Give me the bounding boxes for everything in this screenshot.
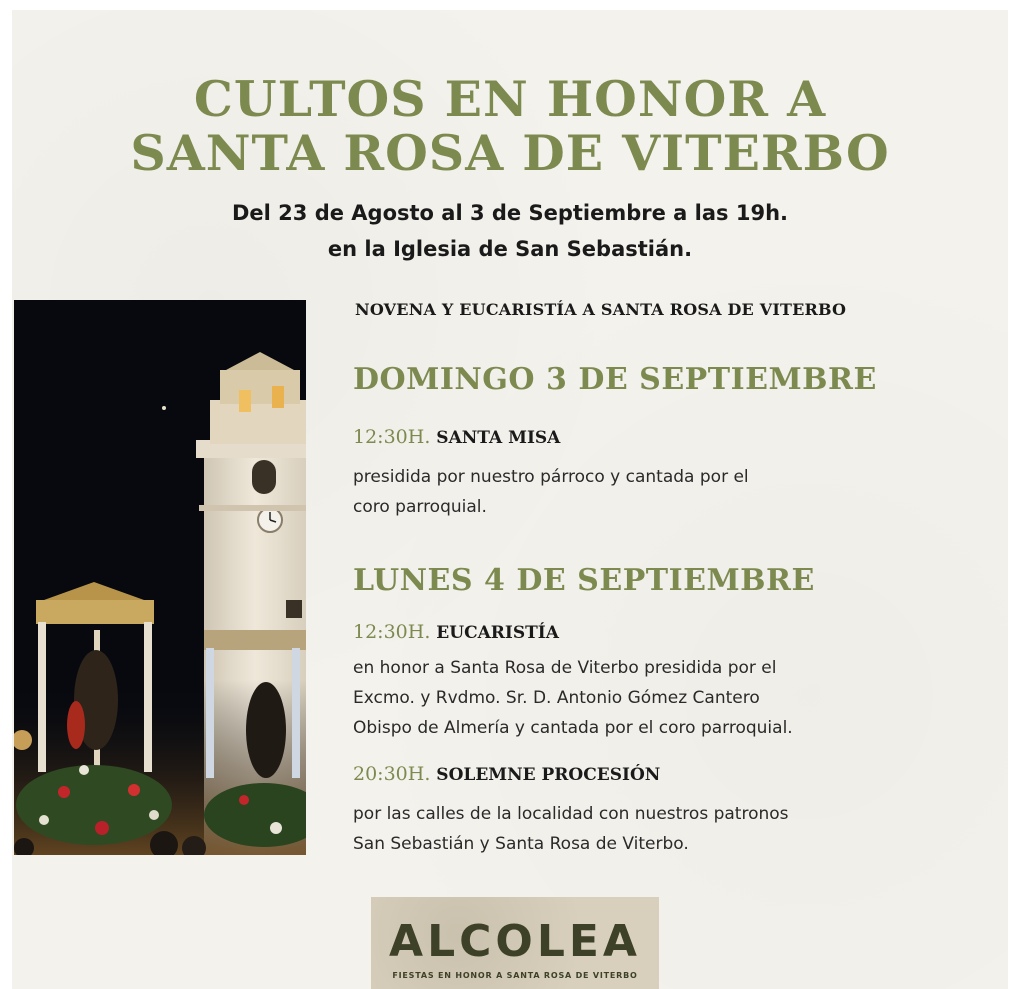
description-line: Obispo de Almería y cantada por el coro parroquial. <box>353 718 793 738</box>
event-time: 12:30H. <box>353 621 431 643</box>
event-name: SANTA MISA <box>436 428 561 448</box>
description-line: coro parroquial. <box>353 497 487 517</box>
event-time: 12:30H. <box>353 426 431 448</box>
main-title-line-2: SANTA ROSA DE VITERBO <box>130 124 890 182</box>
event-description <box>353 653 793 743</box>
logo-tagline: FIESTAS EN HONOR A SANTA ROSA DE VITERBO <box>392 971 638 980</box>
event-name: SOLEMNE PROCESIÓN <box>436 765 661 785</box>
event-title <box>353 621 559 643</box>
church-procession-photo <box>14 300 306 855</box>
poster <box>12 10 1008 989</box>
novena-heading: NOVENA Y EUCARISTÍA A SANTA ROSA DE VITERBO <box>355 300 847 319</box>
description-line: presidida por nuestro párroco y cantada por el <box>353 467 749 487</box>
event-name: EUCARISTÍA <box>436 623 559 643</box>
day-heading-sunday: DOMINGO 3 DE SEPTIEMBRE <box>353 362 877 397</box>
event-title <box>353 763 660 785</box>
event-description <box>353 799 789 859</box>
event-description <box>353 462 749 522</box>
description-line: Excmo. y Rvdmo. Sr. D. Antonio Gómez Cantero <box>353 688 760 708</box>
day-heading-monday: LUNES 4 DE SEPTIEMBRE <box>353 563 815 598</box>
alcolea-logo <box>371 897 659 989</box>
event-title <box>353 426 560 448</box>
description-line: por las calles de la localidad con nuestros patronos <box>353 804 789 824</box>
event-time: 20:30H. <box>353 763 431 785</box>
description-line: San Sebastián y Santa Rosa de Viterbo. <box>353 834 689 854</box>
main-title-line-1: CULTOS EN HONOR A <box>193 70 827 128</box>
date-subtitle: Del 23 de Agosto al 3 de Septiembre a las 19h. <box>232 201 788 225</box>
description-line: en honor a Santa Rosa de Viterbo presidida por el <box>353 658 777 678</box>
location-subtitle: en la Iglesia de San Sebastián. <box>327 237 693 261</box>
logo-name: ALCOLEA <box>389 916 641 967</box>
